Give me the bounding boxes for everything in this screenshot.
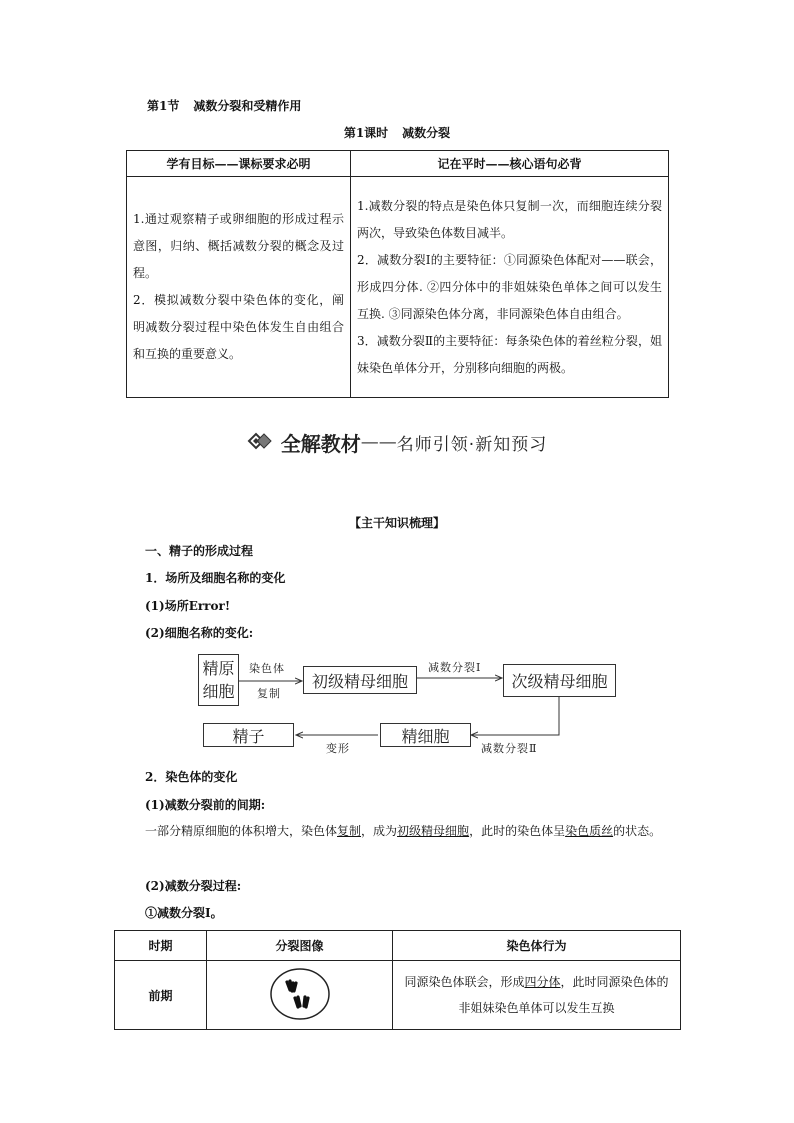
banner-main: 全解教材 (280, 432, 361, 456)
section-title (147, 97, 301, 114)
item-meiosis-process: (2)减数分裂过程: (145, 879, 242, 893)
prophase-cell-illustration (267, 966, 333, 1022)
book-logo-icon (247, 431, 275, 455)
banner-sub: 名师引领·新知预习 (396, 435, 548, 455)
item-cell-names: (2)细胞名称的变化: (145, 626, 254, 640)
flow-label-replication-top: 染色体 (249, 662, 285, 675)
meiosis-table (114, 930, 681, 1030)
key-sentences-header: 记在平时——核心语句必背 (351, 151, 669, 177)
goals-header: 学有目标——课标要求必明 (127, 151, 351, 177)
col-image-header: 分裂图像 (207, 931, 393, 961)
item-location: (1)场所Error! (145, 599, 231, 613)
item-interphase: (1)减数分裂前的间期: (145, 798, 266, 812)
flow-box-spermatogonium: 精原细胞 (198, 654, 239, 706)
meiosis-table-header-row (115, 931, 681, 961)
col-behavior-header: 染色体行为 (393, 931, 681, 961)
goal-item: 1.通过观察精子或卵细胞的形成过程示意图，归纳、概括减数分裂的概念及过程。 (133, 212, 344, 280)
blank-tetrad: 四分体 (524, 975, 561, 989)
para-text-4: 的状态。 (613, 824, 662, 838)
flow-box-primary-spermatocyte: 初级精母细胞 (303, 666, 417, 694)
key-sentence: 3．减数分裂Ⅱ的主要特征：每条染色体的着丝粒分裂，姐妹染色单体分开，分别移向细胞的两极。 (357, 333, 662, 375)
table-row (115, 961, 681, 1030)
flow-label-meiosis-2: 减数分裂Ⅱ (481, 742, 538, 755)
heading-chromosome-change: 2．染色体的变化 (145, 770, 238, 784)
goal-item: 2．模拟减数分裂中染色体的变化，阐明减数分裂过程中染色体发生自由组合和互换的重要意义。 (133, 293, 344, 361)
para-text-2: ，成为 (361, 824, 398, 838)
para-text-3: ，此时的染色体呈 (469, 824, 566, 838)
col-period-header: 时期 (115, 931, 207, 961)
blank-chromatin: 染色质丝 (565, 824, 614, 838)
lesson-name: 减数分裂 (402, 126, 451, 140)
lesson-title (0, 124, 794, 141)
division-image-cell (207, 961, 393, 1030)
flow-box-sperm: 精子 (203, 723, 294, 747)
flow-box-spermatid: 精细胞 (380, 723, 471, 747)
para-text-1: 一部分精原细胞的体积增大，染色体 (145, 824, 338, 838)
lesson-number: 第1课时 (343, 126, 389, 140)
key-sentences-cell (351, 177, 669, 398)
behavior-cell (393, 961, 681, 1030)
section-number: 第1节 (147, 99, 180, 113)
goals-table-body-row (127, 177, 669, 398)
key-sentence: 1.减数分裂的特点是染色体只复制一次，而细胞连续分裂两次，导致染色体数目减半。 (357, 198, 662, 240)
item-meiosis-1: ①减数分裂Ⅰ。 (145, 906, 223, 920)
flow-label-transformation: 变形 (326, 742, 350, 755)
interphase-paragraph (118, 818, 678, 844)
behavior-text-1: 同源染色体联会，形成 (404, 975, 525, 989)
flow-box-secondary-spermatocyte: 次级精母细胞 (503, 664, 616, 697)
flow-label-meiosis-1: 减数分裂Ⅰ (428, 661, 482, 674)
key-sentence: 2．减数分裂Ⅰ的主要特征：①同源染色体配对——联会，形成四分体. ②四分体中的非姐妹染色单体之间可以发生互换. ③同源染色体分离，非同源染色体自由组合。 (357, 252, 662, 321)
blank-primary-spermatocyte: 初级精母细胞 (397, 824, 470, 838)
section-name: 减数分裂和受精作用 (193, 99, 302, 113)
period-cell: 前期 (115, 961, 207, 1030)
goals-table-header-row (127, 151, 669, 177)
heading-location-change: 1．场所及细胞名称的变化 (145, 571, 286, 585)
banner-dash: —— (360, 432, 397, 453)
goals-cell (127, 177, 351, 398)
flow-label-replication-bottom: 复制 (257, 687, 281, 700)
section-banner (0, 428, 794, 457)
heading-sperm-formation: 一、精子的形成过程 (145, 544, 254, 558)
knowledge-title: 【主干知识梳理】 (348, 516, 445, 530)
behavior-text-2: ，此时同源染色体的非姐妹染色单体可以发生互换 (458, 975, 669, 1015)
blank-replication: 复制 (337, 824, 362, 838)
goals-table (126, 150, 669, 398)
